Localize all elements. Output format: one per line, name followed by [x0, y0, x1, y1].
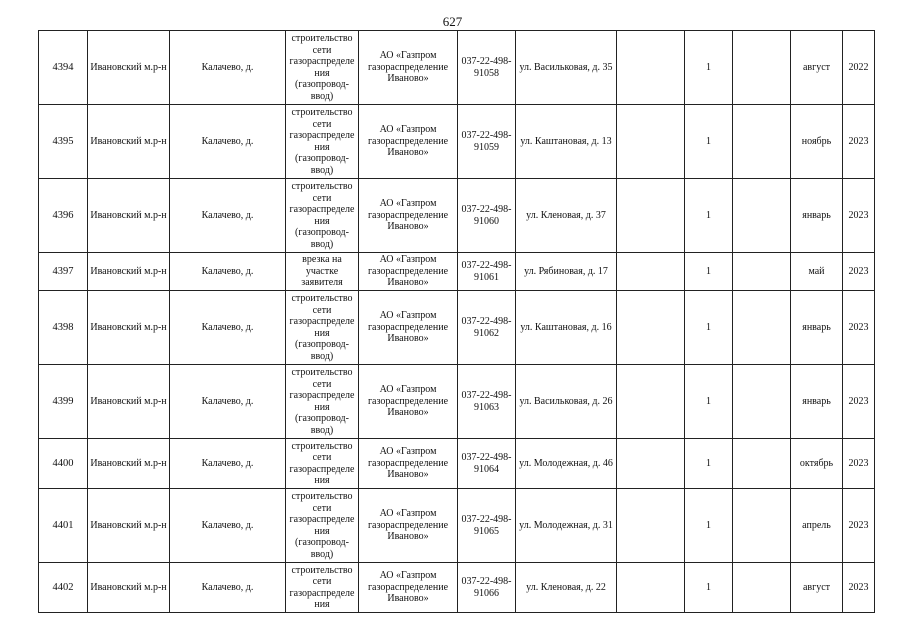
organization-cell: АО «Газпром газораспределение Иваново» — [359, 489, 458, 563]
empty-cell — [617, 31, 685, 105]
row-number: 4402 — [39, 563, 88, 613]
empty-cell — [733, 563, 791, 613]
district-cell: Ивановский м.р-н — [88, 31, 170, 105]
address-cell: ул. Васильковая, д. 35 — [516, 31, 617, 105]
register-table — [38, 30, 875, 613]
count-cell: 1 — [685, 439, 733, 489]
month-cell: ноябрь — [791, 105, 843, 179]
empty-cell — [733, 179, 791, 253]
month-cell: январь — [791, 179, 843, 253]
empty-cell — [617, 291, 685, 365]
work-type-cell: строительство сети газораспределения (газопровод-ввод) — [286, 179, 359, 253]
month-cell: август — [791, 31, 843, 105]
empty-cell — [733, 253, 791, 291]
year-cell: 2023 — [843, 105, 875, 179]
row-number: 4398 — [39, 291, 88, 365]
organization-cell: АО «Газпром газораспределение Иваново» — [359, 253, 458, 291]
empty-cell — [733, 489, 791, 563]
table-row — [39, 31, 875, 105]
table-row — [39, 291, 875, 365]
district-cell: Ивановский м.р-н — [88, 253, 170, 291]
address-cell: ул. Молодежная, д. 46 — [516, 439, 617, 489]
settlement-cell: Калачево, д. — [170, 489, 286, 563]
year-cell: 2023 — [843, 489, 875, 563]
address-cell: ул. Рябиновая, д. 17 — [516, 253, 617, 291]
work-type-cell: строительство сети газораспределения — [286, 563, 359, 613]
work-type-cell: строительство сети газораспределения (газопровод-ввод) — [286, 489, 359, 563]
table-row — [39, 365, 875, 439]
row-number: 4399 — [39, 365, 88, 439]
district-cell: Ивановский м.р-н — [88, 365, 170, 439]
year-cell: 2023 — [843, 253, 875, 291]
count-cell: 1 — [685, 179, 733, 253]
year-cell: 2023 — [843, 439, 875, 489]
table-row — [39, 439, 875, 489]
organization-cell: АО «Газпром газораспределение Иваново» — [359, 563, 458, 613]
table-row — [39, 253, 875, 291]
count-cell: 1 — [685, 365, 733, 439]
empty-cell — [617, 365, 685, 439]
settlement-cell: Калачево, д. — [170, 31, 286, 105]
code-cell: 037-22-498-91063 — [458, 365, 516, 439]
table-row — [39, 563, 875, 613]
row-number: 4397 — [39, 253, 88, 291]
count-cell: 1 — [685, 253, 733, 291]
month-cell: октябрь — [791, 439, 843, 489]
year-cell: 2023 — [843, 179, 875, 253]
empty-cell — [733, 365, 791, 439]
empty-cell — [617, 563, 685, 613]
settlement-cell: Калачево, д. — [170, 105, 286, 179]
work-type-cell: строительство сети газораспределения (газопровод-ввод) — [286, 365, 359, 439]
code-cell: 037-22-498-91065 — [458, 489, 516, 563]
empty-cell — [617, 489, 685, 563]
empty-cell — [733, 439, 791, 489]
organization-cell: АО «Газпром газораспределение Иваново» — [359, 365, 458, 439]
district-cell: Ивановский м.р-н — [88, 439, 170, 489]
work-type-cell: строительство сети газораспределения (газопровод-ввод) — [286, 105, 359, 179]
organization-cell: АО «Газпром газораспределение Иваново» — [359, 179, 458, 253]
work-type-cell: строительство сети газораспределения (газопровод-ввод) — [286, 31, 359, 105]
settlement-cell: Калачево, д. — [170, 563, 286, 613]
district-cell: Ивановский м.р-н — [88, 179, 170, 253]
empty-cell — [617, 439, 685, 489]
code-cell: 037-22-498-91058 — [458, 31, 516, 105]
settlement-cell: Калачево, д. — [170, 365, 286, 439]
district-cell: Ивановский м.р-н — [88, 489, 170, 563]
organization-cell: АО «Газпром газораспределение Иваново» — [359, 105, 458, 179]
count-cell: 1 — [685, 563, 733, 613]
empty-cell — [733, 291, 791, 365]
year-cell: 2023 — [843, 365, 875, 439]
row-number: 4401 — [39, 489, 88, 563]
district-cell: Ивановский м.р-н — [88, 563, 170, 613]
row-number: 4395 — [39, 105, 88, 179]
organization-cell: АО «Газпром газораспределение Иваново» — [359, 291, 458, 365]
month-cell: январь — [791, 291, 843, 365]
count-cell: 1 — [685, 105, 733, 179]
month-cell: январь — [791, 365, 843, 439]
table-row — [39, 489, 875, 563]
year-cell: 2022 — [843, 31, 875, 105]
address-cell: ул. Каштановая, д. 16 — [516, 291, 617, 365]
count-cell: 1 — [685, 489, 733, 563]
empty-cell — [617, 179, 685, 253]
address-cell: ул. Молодежная, д. 31 — [516, 489, 617, 563]
table-row — [39, 105, 875, 179]
code-cell: 037-22-498-91061 — [458, 253, 516, 291]
code-cell: 037-22-498-91062 — [458, 291, 516, 365]
month-cell: август — [791, 563, 843, 613]
empty-cell — [733, 31, 791, 105]
table-row — [39, 179, 875, 253]
page-number: 627 — [442, 14, 463, 29]
month-cell: май — [791, 253, 843, 291]
row-number: 4394 — [39, 31, 88, 105]
address-cell: ул. Васильковая, д. 26 — [516, 365, 617, 439]
settlement-cell: Калачево, д. — [170, 291, 286, 365]
code-cell: 037-22-498-91066 — [458, 563, 516, 613]
work-type-cell: строительство сети газораспределения (газопровод-ввод) — [286, 291, 359, 365]
settlement-cell: Калачево, д. — [170, 253, 286, 291]
organization-cell: АО «Газпром газораспределение Иваново» — [359, 439, 458, 489]
empty-cell — [733, 105, 791, 179]
code-cell: 037-22-498-91059 — [458, 105, 516, 179]
month-cell: апрель — [791, 489, 843, 563]
year-cell: 2023 — [843, 291, 875, 365]
settlement-cell: Калачево, д. — [170, 179, 286, 253]
address-cell: ул. Кленовая, д. 22 — [516, 563, 617, 613]
district-cell: Ивановский м.р-н — [88, 105, 170, 179]
settlement-cell: Калачево, д. — [170, 439, 286, 489]
address-cell: ул. Кленовая, д. 37 — [516, 179, 617, 253]
empty-cell — [617, 253, 685, 291]
count-cell: 1 — [685, 31, 733, 105]
empty-cell — [617, 105, 685, 179]
year-cell: 2023 — [843, 563, 875, 613]
code-cell: 037-22-498-91064 — [458, 439, 516, 489]
row-number: 4400 — [39, 439, 88, 489]
work-type-cell: врезка на участке заявителя — [286, 253, 359, 291]
organization-cell: АО «Газпром газораспределение Иваново» — [359, 31, 458, 105]
code-cell: 037-22-498-91060 — [458, 179, 516, 253]
district-cell: Ивановский м.р-н — [88, 291, 170, 365]
work-type-cell: строительство сети газораспределения — [286, 439, 359, 489]
row-number: 4396 — [39, 179, 88, 253]
count-cell: 1 — [685, 291, 733, 365]
address-cell: ул. Каштановая, д. 13 — [516, 105, 617, 179]
